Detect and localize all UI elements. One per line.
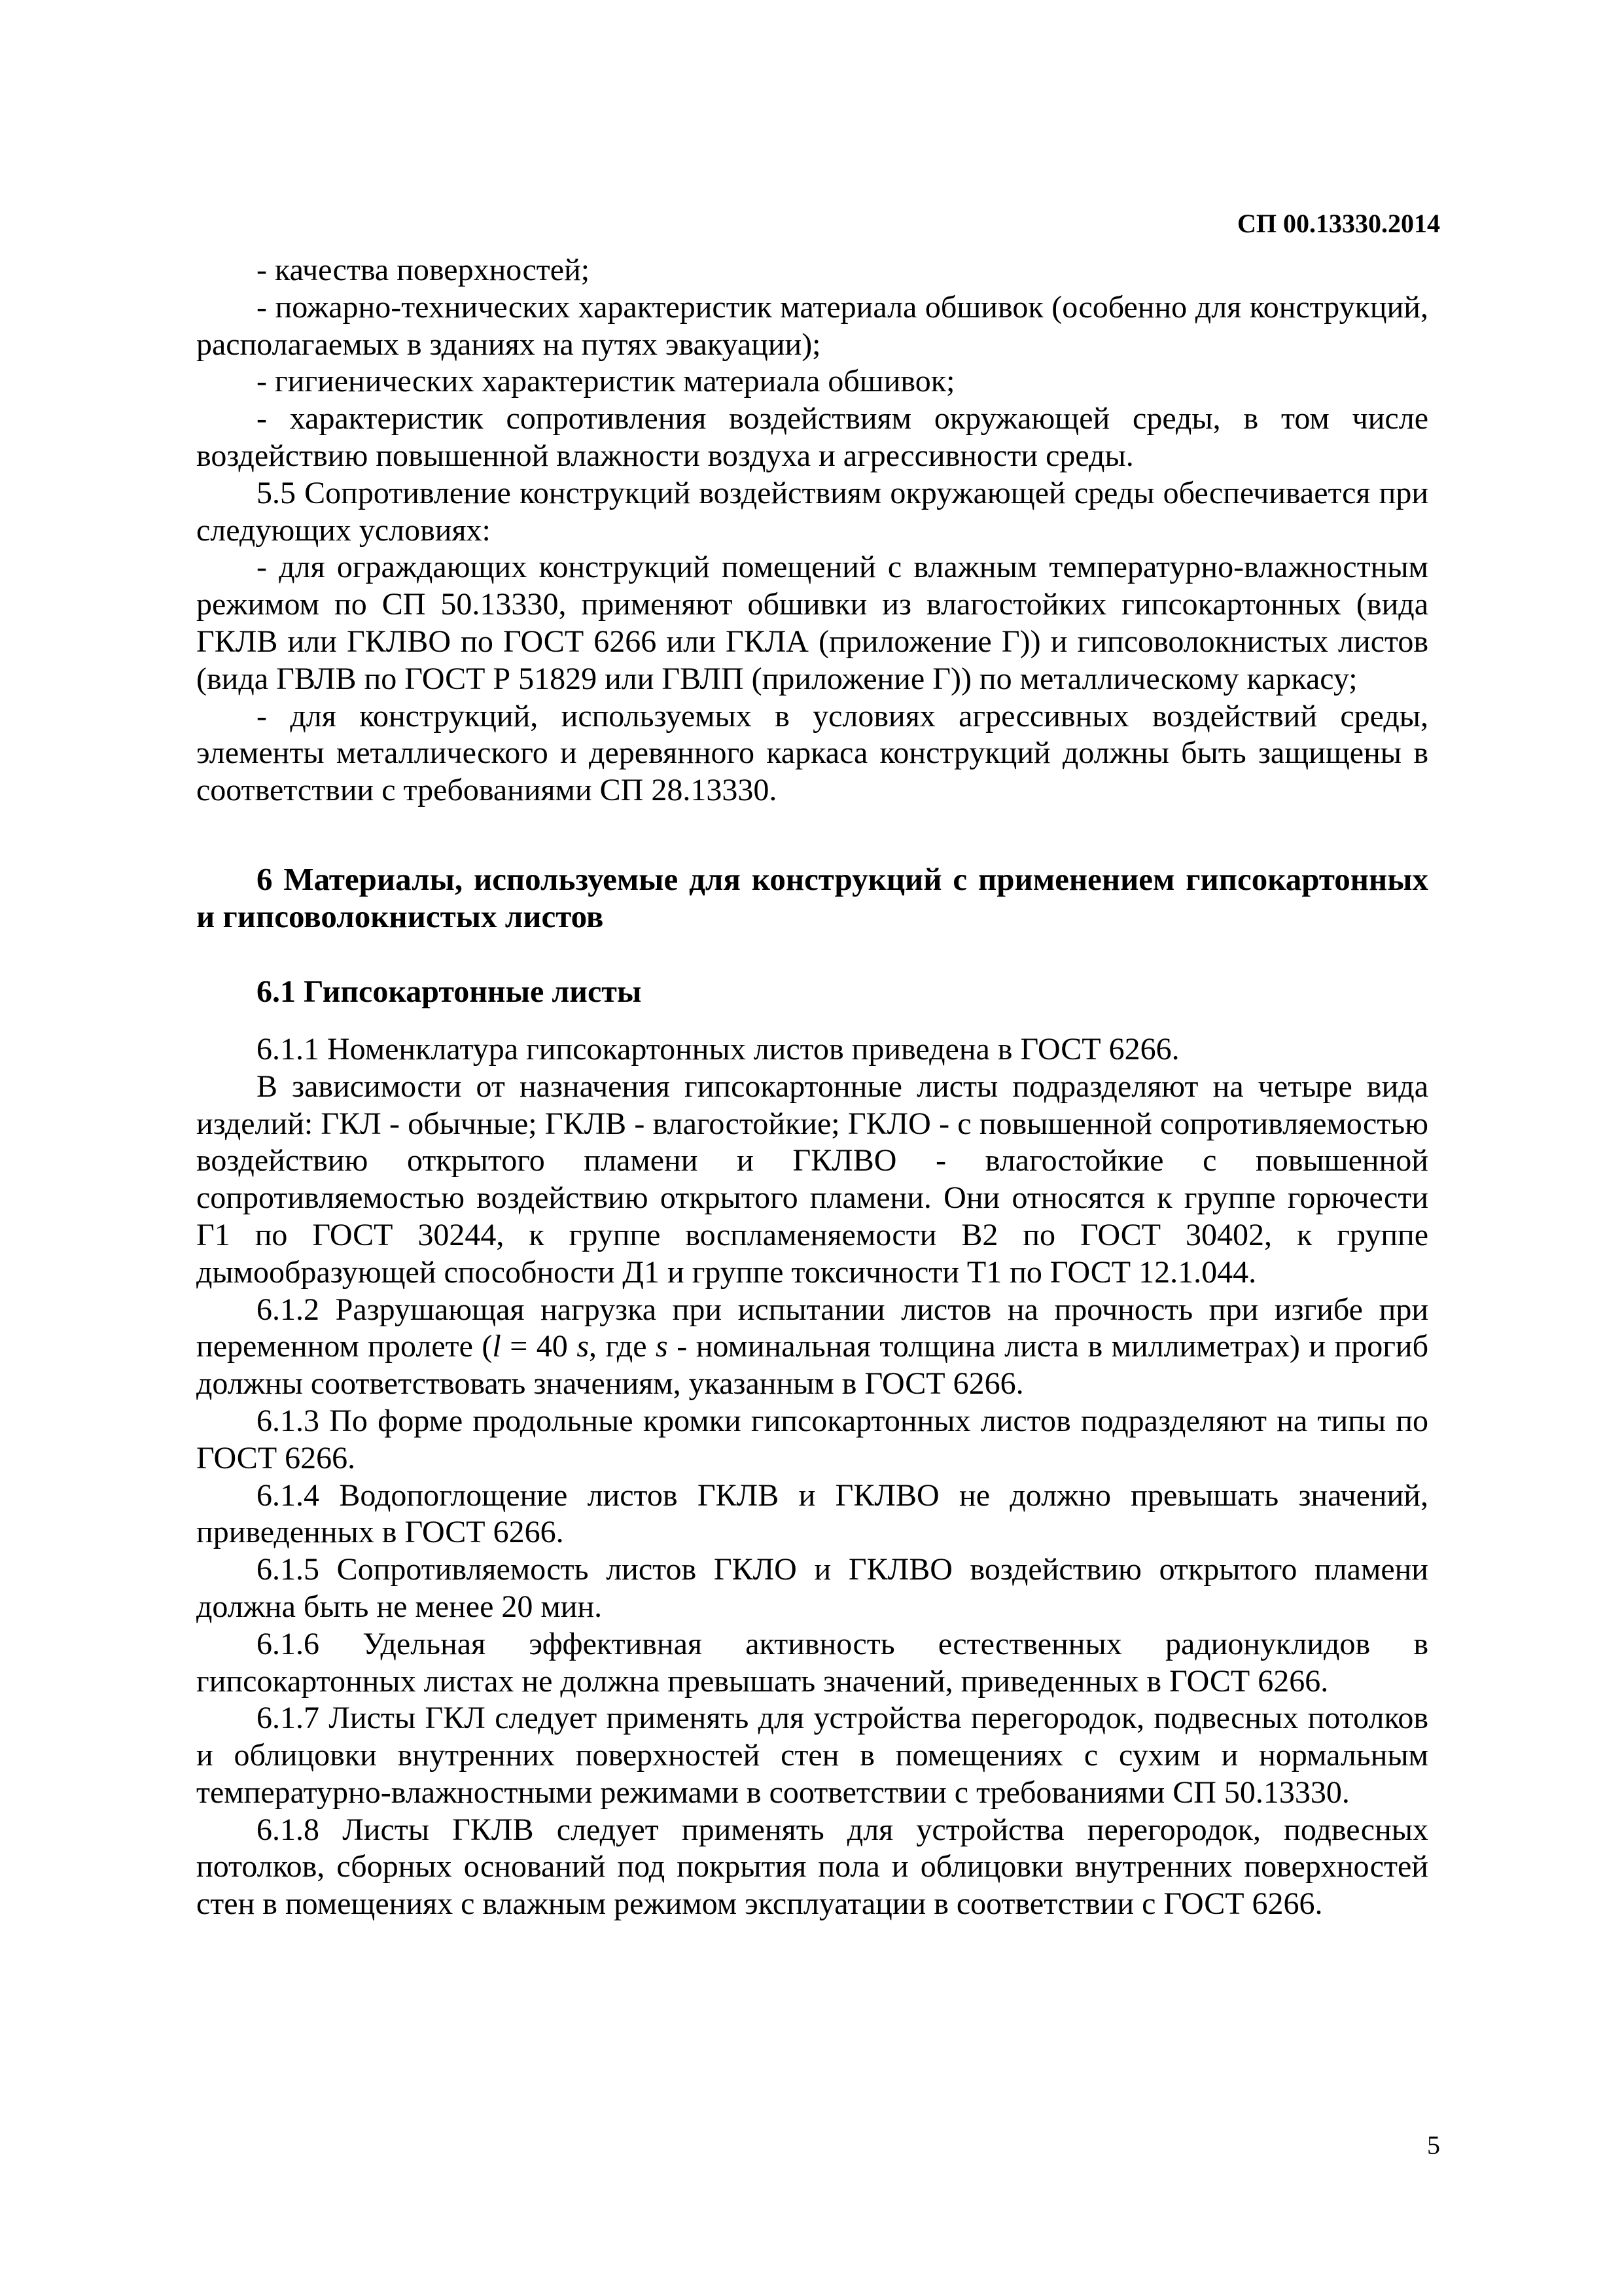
clause-6-1-8: 6.1.8 Листы ГКЛВ следует применять для устройства перегородок, подвесных потолков, сборных оснований под покрытия пола и облицовки внутренних поверхностей стен в помещениях с влажным режимом эксплуатации в соответствии с ГОСТ 6266. — [196, 1812, 1428, 1922]
list-item: - характеристик сопротивления воздействиям окружающей среды, в том числе воздействию повышенной влажности воздуха и агрессивности среды. — [196, 401, 1428, 473]
clause-6-1-1-continuation: В зависимости от назначения гипсокартонные листы подразделяют на четыре вида изделий: ГКЛ - обычные; ГКЛВ - влагостойкие; ГКЛО - с повышенной сопротивляемостью воздействию открытого пламени и ГКЛВО - влагостойкие с повышенной сопротивляемостью воздействию открытого пламени. Они относятся к группе горючести Г1 по ГОСТ 30244, к группе воспламеняемости В2 по ГОСТ 30402, к группе дымообразующей способности Д1 и группе токсичности Т1 по ГОСТ 12.1.044. — [196, 1069, 1428, 1290]
clause-5-5: 5.5 Сопротивление конструкций воздействиям окружающей среды обеспечивается при следующих условиях: — [196, 475, 1428, 548]
list-item: - гигиенических характеристик материала обшивок; — [256, 364, 955, 399]
symbol-s: s — [656, 1329, 668, 1364]
list-item: - для ограждающих конструкций помещений с влажным температурно-влажностным режимом по СП 50.13330, применяют обшивки из влагостойких гипсокартонных (вида ГКЛВ или ГКЛВО по ГОСТ 6266 или ГКЛА (приложение Г)) и гипсоволокнистых листов (вида ГВЛВ по ГОСТ Р 51829 или ГВЛП (приложение Г)) по металлическому каркасу; — [196, 550, 1428, 696]
section-6-heading: 6 Материалы, используемые для конструкций с применением гипсокартонных и гипсоволокнистых листов — [196, 860, 1428, 934]
symbol-l: l — [492, 1329, 501, 1364]
subsection-6-1-heading: 6.1 Гипсокартонные листы — [256, 974, 642, 1009]
clause-6-1-6: 6.1.6 Удельная эффективная активность естественных радионуклидов в гипсокартонных листах не должна превышать значений, приведенных в ГОСТ 6266. — [196, 1626, 1428, 1699]
document-code: СП 00.13330.2014 — [1237, 209, 1440, 238]
clause-6-1-7: 6.1.7 Листы ГКЛ следует применять для устройства перегородок, подвесных потолков и облицовки внутренних поверхностей стен в помещениях с сухим и нормальным температурно-влажностными режимами в соответствии с требованиями СП 50.13330. — [196, 1701, 1428, 1810]
document-body — [196, 252, 1428, 1923]
page-number: 5 — [1427, 2130, 1440, 2160]
clause-6-1-1: 6.1.1 Номенклатура гипсокартонных листов приведена в ГОСТ 6266. — [256, 1031, 1180, 1067]
clause-text: - номинальная толщина листа в миллиметрах) и прогиб должны соответствовать значениям, указанным в ГОСТ 6266. — [196, 1329, 1428, 1402]
list-item: - для конструкций, используемых в условиях агрессивных воздействий среды, элементы металлического и деревянного каркаса конструкций должны быть защищены в соответствии с требованиями СП 28.13330. — [196, 698, 1428, 808]
clause-text: , где — [589, 1329, 656, 1364]
clause-6-1-3: 6.1.3 По форме продольные кромки гипсокартонных листов подразделяют на типы по ГОСТ 6266. — [196, 1403, 1428, 1475]
list-item: - пожарно-технических характеристик материала обшивок (особенно для конструкций, располагаемых в зданиях на путях эвакуации); — [196, 289, 1428, 362]
clause-6-1-4: 6.1.4 Водопоглощение листов ГКЛВ и ГКЛВО не должно превышать значений, приведенных в ГОСТ 6266. — [196, 1477, 1428, 1550]
clause-text: 6.1.2 Разрушающая нагрузка при испытании листов на прочность при изгибе при переменном пролете ( — [196, 1292, 1428, 1364]
symbol-s: s — [576, 1329, 589, 1364]
list-item: - качества поверхностей; — [256, 253, 590, 287]
clause-6-1-2 — [196, 1292, 1428, 1403]
clause-text: = 40 — [501, 1329, 577, 1364]
clause-6-1-5: 6.1.5 Сопротивляемость листов ГКЛО и ГКЛВО воздействию открытого пламени должна быть не менее 20 мин. — [196, 1552, 1428, 1624]
